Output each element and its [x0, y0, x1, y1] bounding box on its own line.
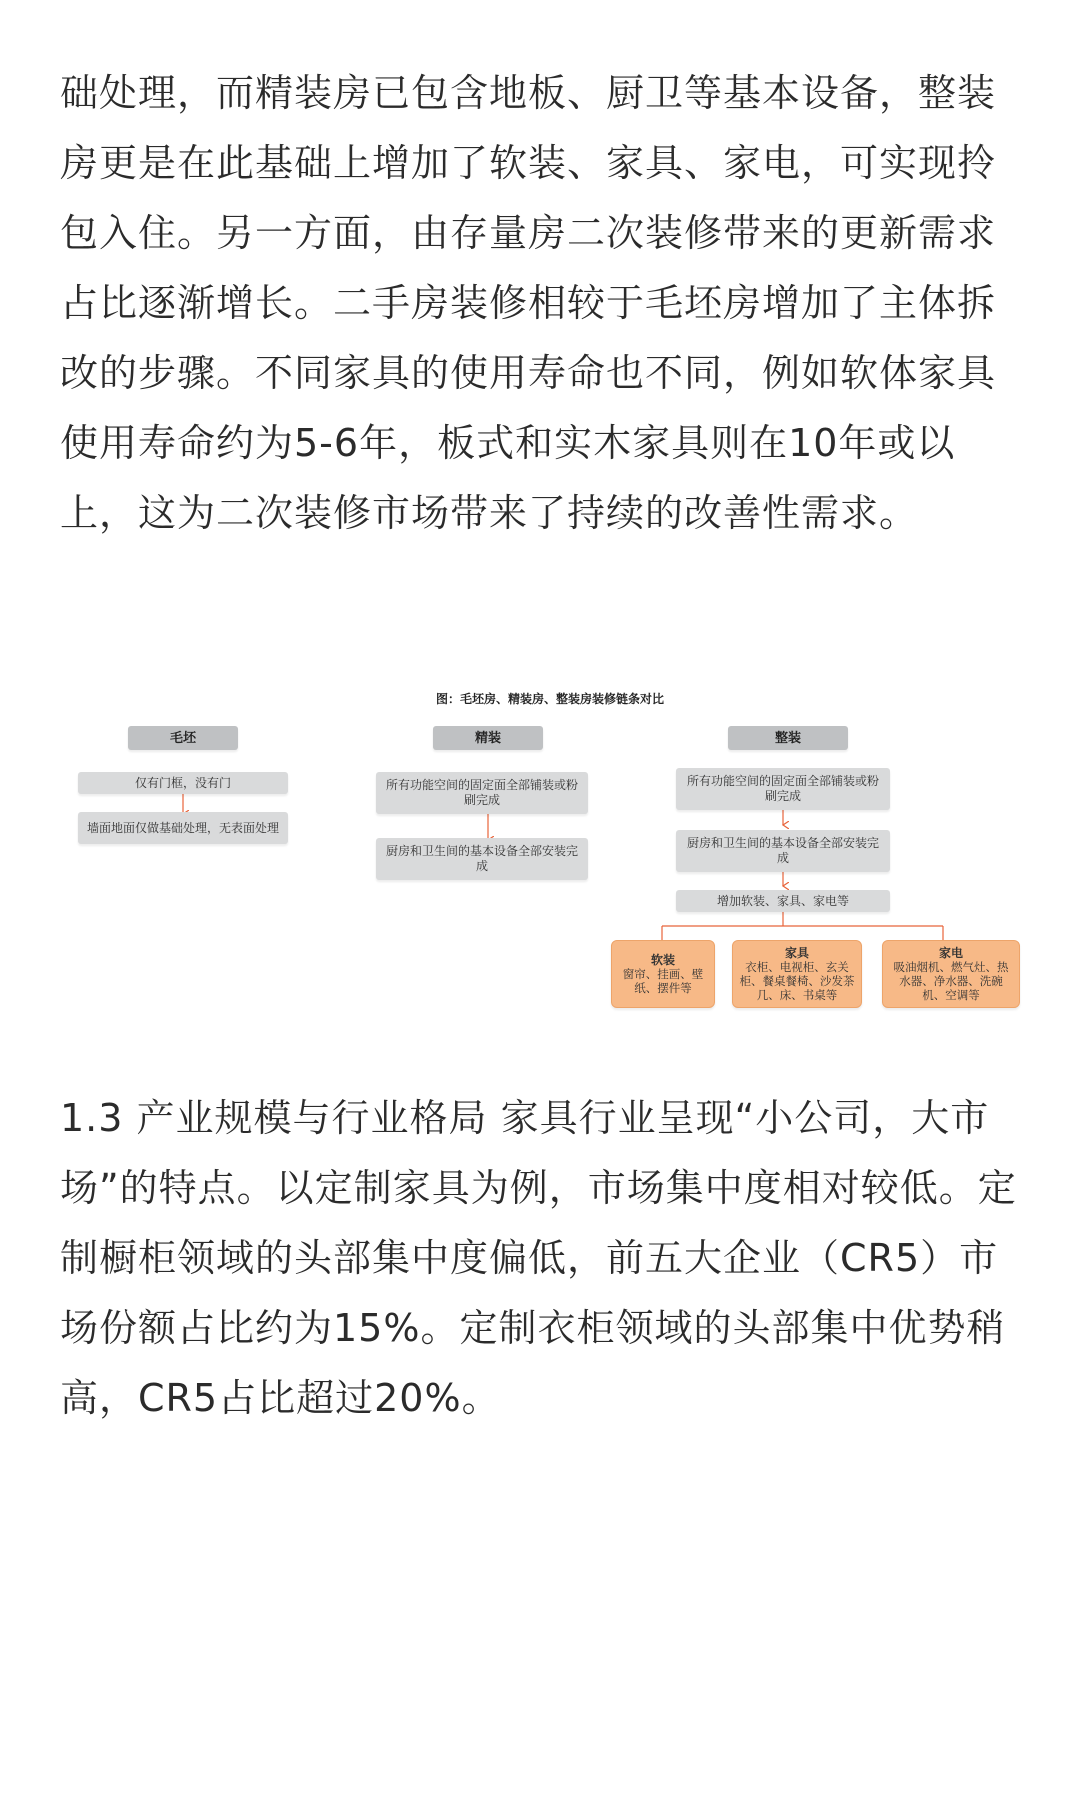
ruanzhuang-box: [611, 940, 715, 1008]
header-zhengzhuang: 整装: [728, 726, 848, 750]
body-paragraph-2: 1.3 产业规模与行业格局 家具行业呈现“小公司，大市场”的特点。以定制家具为例，市场集中度相对较低。定制橱柜领域的头部集中度偏低，前五大企业（CR5）市场份额占比约为15%。定制衣柜领域的头部集中优势稍高，CR5占比超过20%。: [60, 1096, 1017, 1420]
jiadian-box: [882, 940, 1020, 1008]
jiaju-desc: 衣柜、电视柜、玄关柜、餐桌餐椅、沙发茶几、床、书桌等: [739, 960, 855, 1002]
ruanzhuang-title: 软装: [650, 953, 675, 967]
figure-title: 图：毛坯房、精装房、整装房装修链条对比: [435, 692, 664, 706]
header-maopi: 毛坯: [128, 726, 238, 750]
jiaju-title: 家具: [784, 946, 809, 960]
jiadian-desc: 吸油烟机、燃气灶、热水器、净水器、洗碗机、空调等: [893, 960, 1009, 1002]
zhengzhuang-step-3: 增加软装、家具、家电等: [676, 890, 890, 912]
zhengzhuang-step-1: 所有功能空间的固定面全部铺装或粉刷完成: [676, 768, 890, 810]
zhengzhuang-step-2: 厨房和卫生间的基本设备全部安装完成: [676, 830, 890, 872]
renovation-chain-diagram: [70, 690, 1030, 1020]
maopi-step-1: 仅有门框，没有门: [78, 772, 288, 794]
jingzhuang-step-1: 所有功能空间的固定面全部铺装或粉刷完成: [376, 772, 588, 814]
maopi-step-2: 墙面地面仅做基础处理，无表面处理: [78, 812, 288, 844]
ruanzhuang-desc: 窗帘、挂画、壁纸、摆件等: [622, 967, 704, 995]
body-paragraph-1: 础处理，而精装房已包含地板、厨卫等基本设备，整装房更是在此基础上增加了软装、家具、家电，可实现拎包入住。另一方面，由存量房二次装修带来的更新需求占比逐渐增长。二手房装修相较于毛坯房增加了主体拆改的步骤。不同家具的使用寿命也不同，例如软体家具使用寿命约为5-6年，板式和实木家具则在10年或以上，这为二次装修市场带来了持续的改善性需求。: [60, 71, 997, 535]
jingzhuang-step-2: 厨房和卫生间的基本设备全部安装完成: [376, 838, 588, 880]
header-jingzhuang: 精装: [433, 726, 543, 750]
jiadian-title: 家电: [938, 946, 963, 960]
jiaju-box: [732, 940, 862, 1008]
